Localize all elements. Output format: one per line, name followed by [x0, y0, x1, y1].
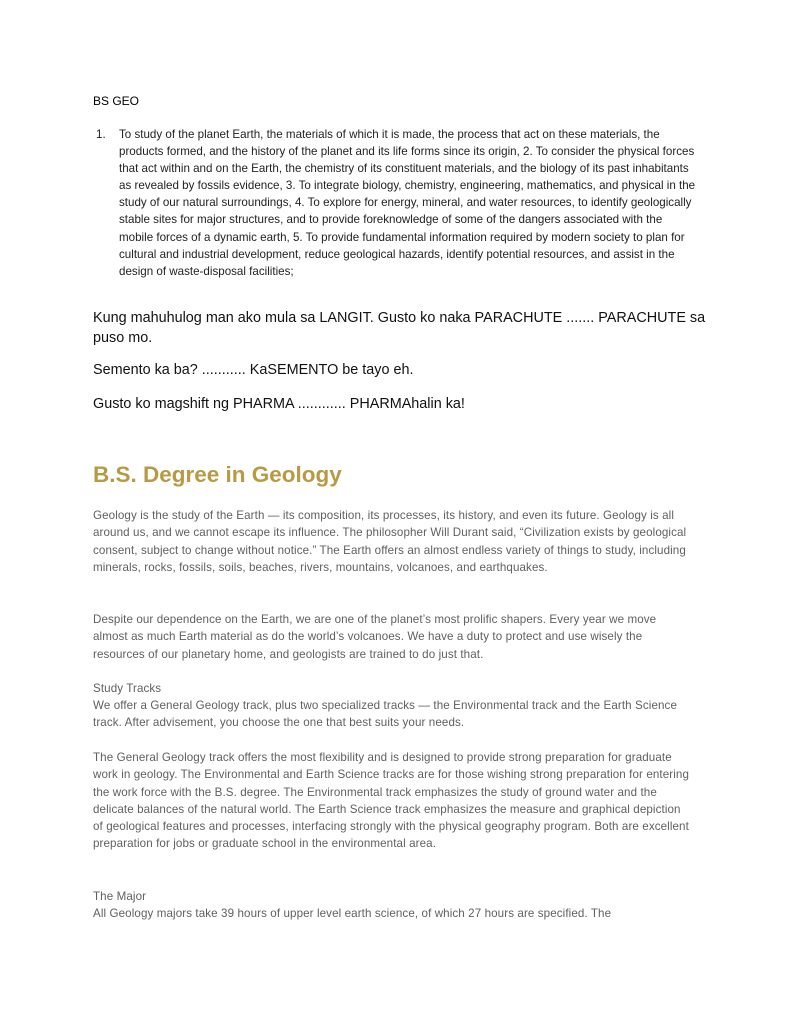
study-tracks-heading: Study Tracks — [93, 682, 162, 695]
list-item: To study of the planet Earth, the materials of which it is made, the process that act on these materials, the products formed, and the history of the planet and its life forms since its origin, 2. To consider the physical forces that act within and on the Earth, the chemistry of its constituent materials, and the biology of its past inhabitants as revealed by fossils evidence, 3. To integrate biology, chemistry, engineering, mathematics, and physical in the study of our natural surroundings, 4. To explore for energy, mineral, and water resources, to identify geologically stable sites for major structures, and to provide foreknowledge of some of the dangers associated with the mobile forces of a dynamic earth, 5. To provide fundamental information required by modern society to plan for cultural and industrial development, reduce geological hazards, identify potential resources, and assist in the design of waste-disposal facilities; — [119, 128, 696, 278]
list-number: 1. — [96, 128, 106, 141]
joke-line-pharma: Gusto ko magshift ng PHARMA ............ PHARMAhalin ka! — [93, 396, 465, 412]
joke-line-parachute: Kung mahuhulog man ako mula sa LANGIT. Gusto ko naka PARACHUTE ....... PARACHUTE sa puso mo. — [93, 310, 706, 346]
paragraph-track-details: The General Geology track offers the most flexibility and is designed to provide strong preparation for graduate work in geology. The Environmental and Earth Science tracks are for those wishing strong preparation for entering the work force with the B.S. degree. The Environmental track emphasizes the study of ground water and the delicate balances of the natural world. The Earth Science track emphasizes the measure and graphical depiction of geological features and processes, interfacing strongly with the physical geography program. Both are excellent preparation for jobs or graduate school in the environmental area. — [93, 751, 690, 851]
paragraph-tracks: We offer a General Geology track, plus two specialized tracks — the Environmental track and the Earth Science track. After advisement, you choose the one that best suits your needs. — [93, 699, 677, 730]
paragraph-dependence: Despite our dependence on the Earth, we are one of the planet’s most prolific shapers. Every year we move almost as much Earth material as do the world’s volcanoes. We have a duty to protect and use wisely the resources of our planetary home, and geologists are trained to do just that. — [93, 613, 657, 661]
paragraph-intro: Geology is the study of the Earth — its composition, its processes, its history, and even its future. Geology is all around us, and we cannot escape its influence. The philosopher Will Durant said, “Civilization exists by geological consent, subject to change without notice.” The Earth offers an almost endless variety of things to study, including minerals, rocks, fossils, soils, beaches, rivers, mountains, volcanoes, and earthquakes. — [93, 509, 687, 574]
joke-line-semento: Semento ka ba? ........... KaSEMENTO be tayo eh. — [93, 362, 414, 378]
paragraph-major: All Geology majors take 39 hours of upper level earth science, of which 27 hours are specified. The — [93, 907, 612, 920]
objectives-list — [93, 126, 698, 280]
section-label: BS GEO — [93, 94, 140, 108]
page-title: B.S. Degree in Geology — [93, 462, 342, 487]
major-heading: The Major — [93, 890, 147, 903]
